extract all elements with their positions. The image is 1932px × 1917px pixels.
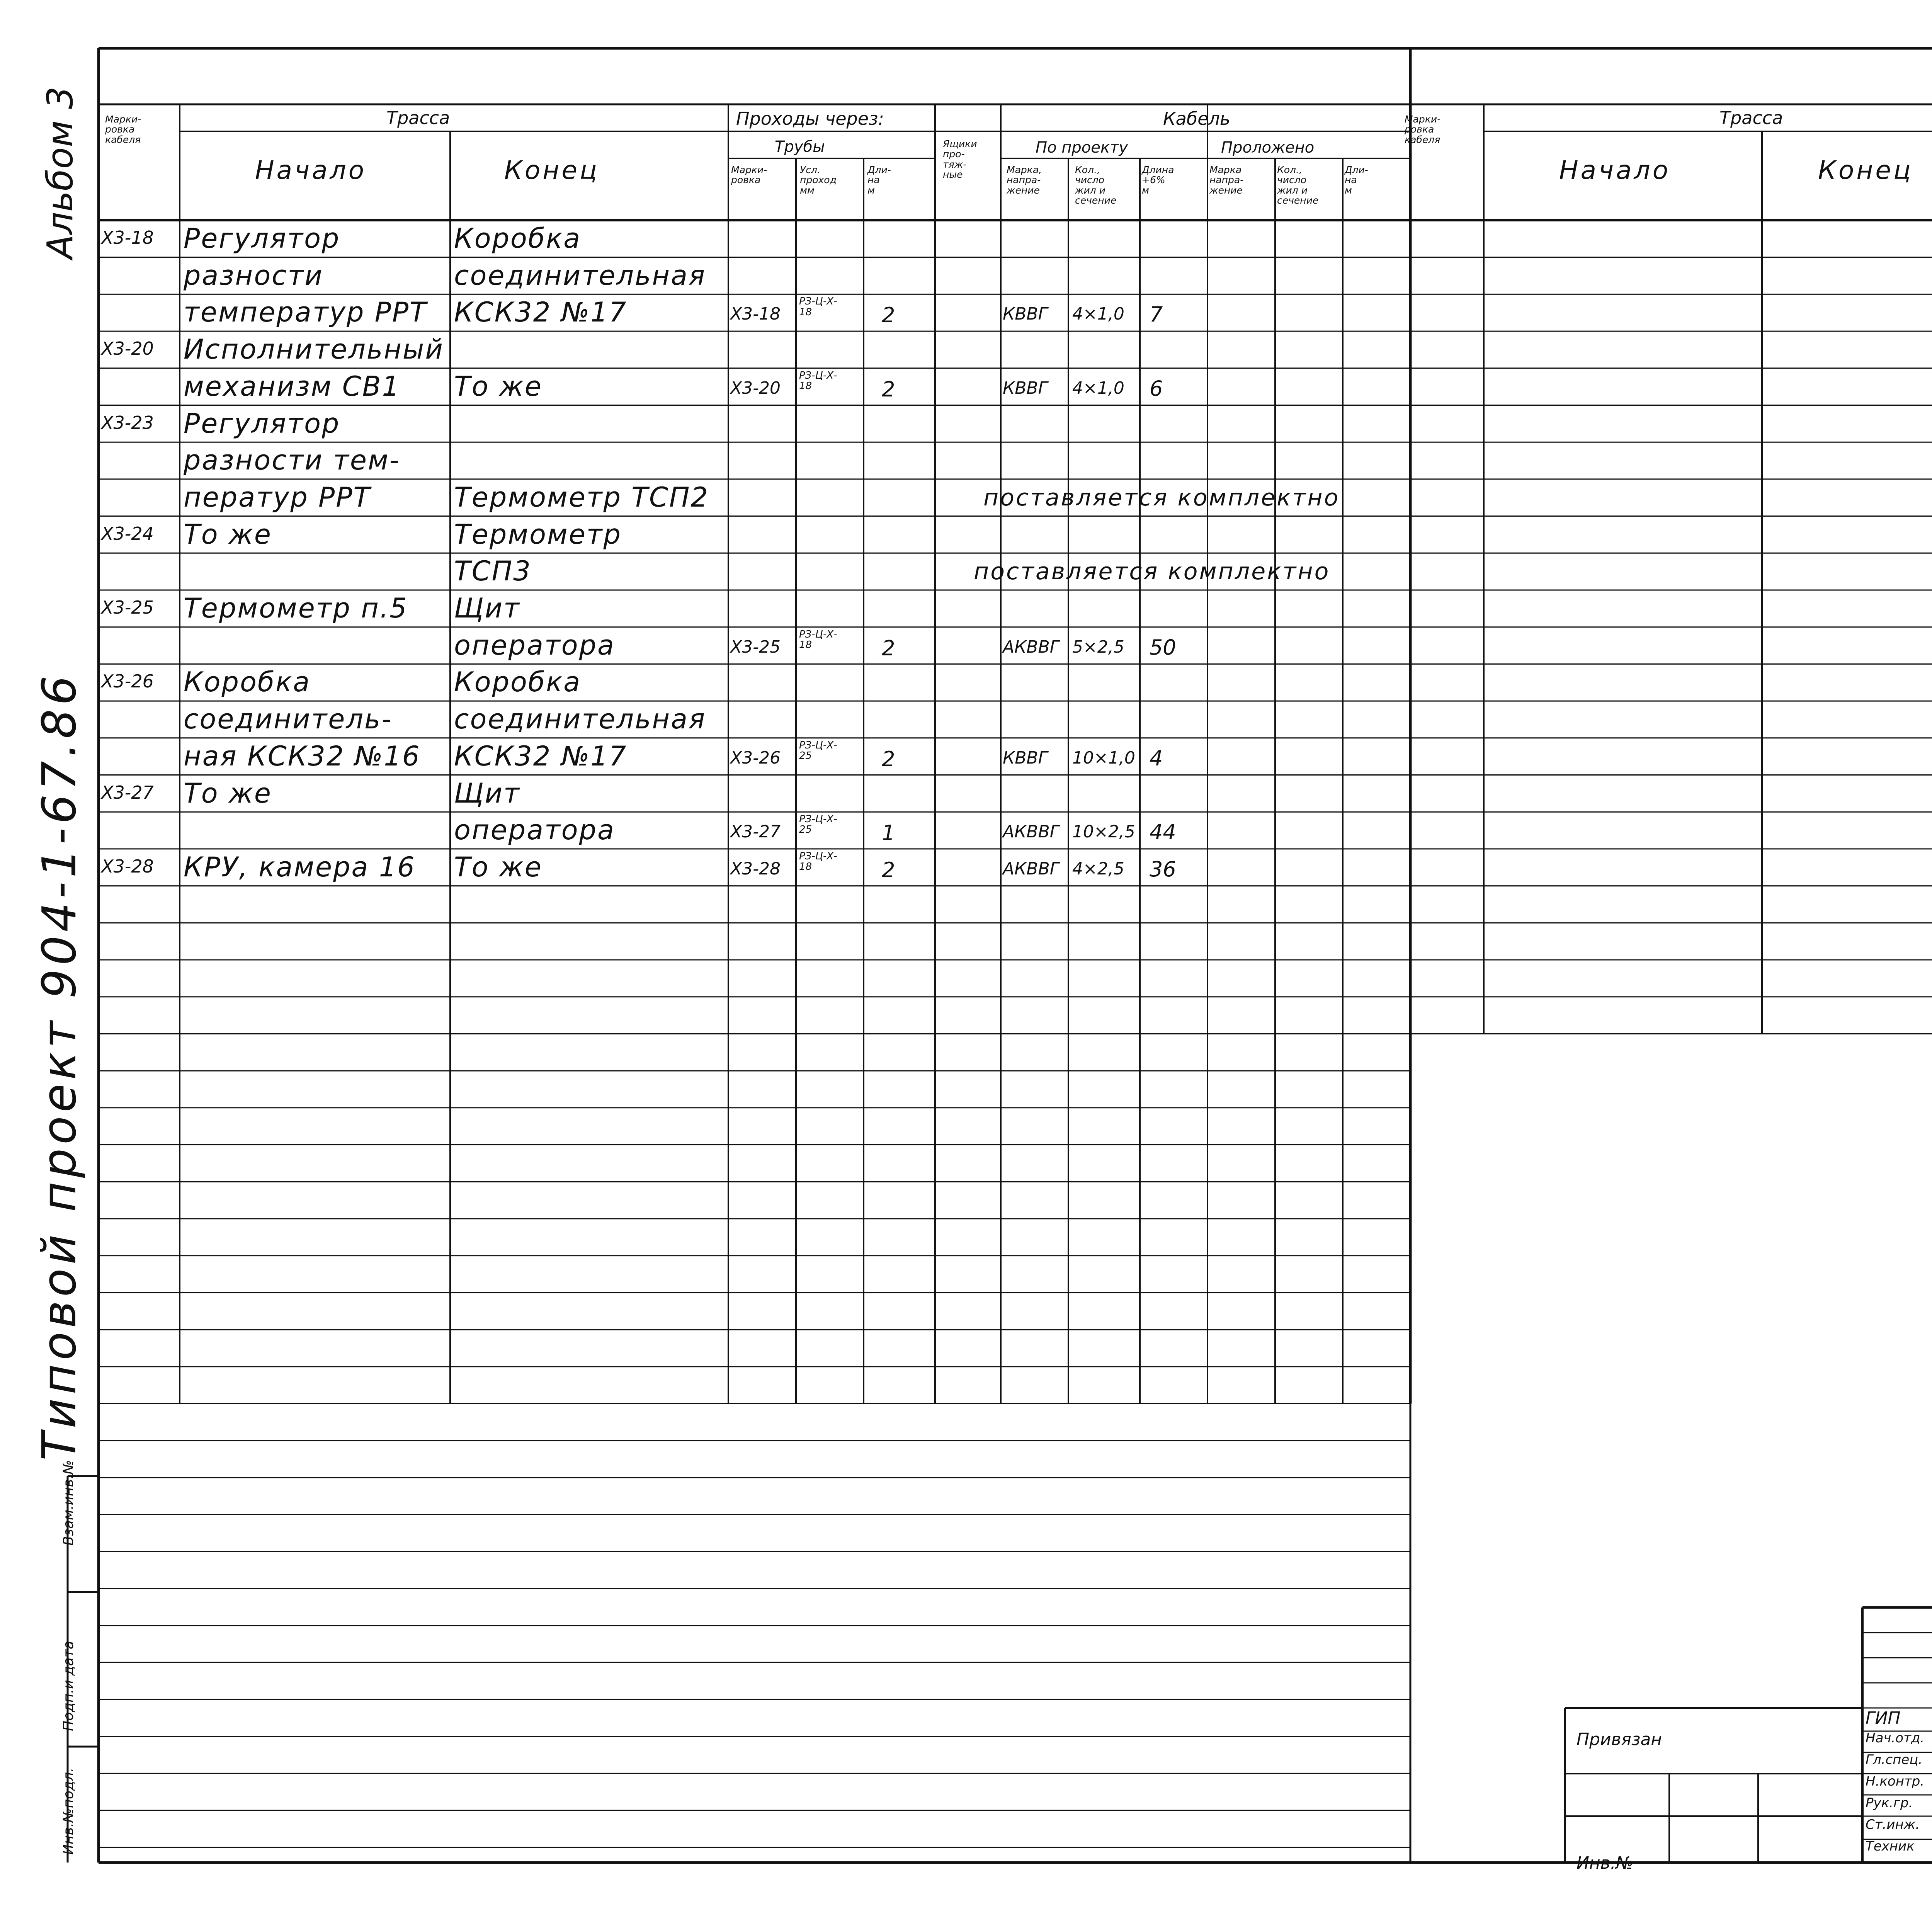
row-pipe-marking: X3-27 [730,822,781,842]
row-pipe-diameter: РЗ-Ц-Х- 18 [799,850,837,873]
row-pipe-diameter: РЗ-Ц-Х- 18 [799,296,837,318]
hdr-c-count: Кол., число жил и сечение [1075,164,1117,206]
row-end: Щит [454,777,520,809]
row-cable-marking: X3-25 [101,597,154,618]
row-pipe-diameter: РЗ-Ц-Х- 18 [799,369,837,392]
row-cable-mark: АКВВГ [1003,859,1060,879]
row-end: КСК32 №17 [454,296,628,328]
hdr-pipes: Трубы [775,138,825,156]
row-cable-marking: X3-28 [101,856,154,877]
staff-role: Техник [1866,1839,1915,1854]
hdr-boxes: Ящики про- тяж- ные [943,138,977,180]
row-cable-length: 6 [1150,376,1163,401]
row-start: Исполнительный [184,333,444,366]
row-start: КРУ, камера 16 [184,851,416,883]
row-pipe-diameter: РЗ-Ц-Х- 18 [799,628,837,651]
row-start: Регулятор [184,407,340,439]
stamp-podp-label: Подп.и дата [61,1641,77,1731]
row-pipe-length: 2 [882,857,895,882]
row-end: соединительная [454,259,706,291]
row-cable-length: 44 [1150,820,1176,845]
row-start: ператур РРТ [184,481,371,513]
row-start: То же [184,777,272,809]
row-end: оператора [454,814,615,846]
hdr-c-len: Длина +6% м [1142,164,1174,196]
row-start: температур РРТ [184,296,427,328]
row-cable-marking: X3-24 [101,523,154,544]
row-start: разности [184,259,323,291]
hdr-passes: Проходы через: [736,108,884,129]
row-pipe-diameter: РЗ-Ц-Х- 25 [799,813,837,836]
row-start: Термометр п.5 [184,592,408,624]
hdr-pipe-mark: Марки- ровка [731,164,767,186]
row-start: Коробка [184,666,311,698]
row-end: соединительная [454,703,706,735]
staff-role: ГИП [1866,1708,1901,1728]
row-cable-marking: X3-20 [101,338,154,359]
row-start: То же [184,518,272,550]
row-pipe-length: 2 [882,303,895,328]
row-cable-count: 5×2,5 [1072,637,1124,657]
hdr-marking: Марки- ровка кабеля [105,114,141,145]
hdr-r-end: Конец [1818,155,1913,185]
row-pipe-marking: X3-26 [730,748,781,768]
row-start: разности тем- [184,444,401,476]
hdr-l-count: Кол., число жил и сечение [1277,164,1319,206]
row-cable-length: 4 [1150,746,1163,771]
row-pipe-length: 2 [882,636,895,660]
row-end: Термометр [454,518,622,550]
row-pipe-marking: X3-25 [730,637,781,657]
row-pipe-marking: X3-20 [730,378,781,398]
hdr-cable: Кабель [1163,108,1231,129]
staff-role: Ст.инж. [1866,1817,1920,1832]
hdr-r-trassa: Трасса [1719,107,1783,128]
privyazan-label: Привязан [1577,1730,1662,1749]
row-end: Коробка [454,223,582,254]
row-end: оператора [454,629,615,661]
staff-role: Н.контр. [1866,1774,1925,1789]
row-end: Коробка [454,666,582,698]
row-pipe-diameter: РЗ-Ц-Х- 25 [799,739,837,762]
row-cable-length: 36 [1150,857,1176,881]
stamp-vzam-label: Взам.инв.№ [61,1460,77,1546]
stamp-inv-label: Инв.№подл. [61,1767,77,1855]
row-start: Регулятор [184,223,340,254]
row-cable-length: 7 [1150,302,1163,327]
row-pipe-length: 2 [882,377,895,401]
row-end: То же [454,370,543,402]
row-pipe-marking: X3-28 [730,859,781,879]
row-cable-mark: АКВВГ [1003,822,1060,842]
row-pipe-length: 2 [882,747,895,771]
hdr-l-mark: Марка напра- жение [1209,164,1244,196]
row-end: Щит [454,592,520,624]
row-end: То же [454,851,543,883]
row-start: ная КСК32 №16 [184,740,421,772]
hdr-l-len: Дли- на м [1345,164,1368,196]
hdr-c-mark: Марка, напра- жение [1007,164,1042,196]
staff-role: Нач.отд. [1866,1730,1925,1746]
hdr-laid: Проложено [1221,139,1315,156]
hdr-pipe-len: Дли- на м [867,164,891,196]
album-label: Альбом 3 [39,86,81,259]
project-label: Типовой проект 904-1-67.86 [33,672,87,1461]
row-cable-length: 50 [1150,635,1176,660]
row-cable-count: 10×2,5 [1072,822,1135,842]
row-cable-marking: X3-23 [101,412,154,433]
row-cable-mark: АКВВГ [1003,637,1060,657]
row-end: Термометр ТСП2 [454,481,709,513]
hdr-pipe-dia: Усл. проход мм [800,164,837,196]
staff-role: Рук.гр. [1866,1795,1913,1811]
row-start: соединитель- [184,703,393,735]
row-cable-count: 4×2,5 [1072,859,1124,879]
row-cable-count: 4×1,0 [1072,378,1124,398]
row-note: поставляется комплектно [983,484,1340,511]
row-end: ТСП3 [454,555,532,587]
row-cable-count: 10×1,0 [1072,748,1135,768]
hdr-end: Конец [504,155,599,185]
row-cable-mark: КВВГ [1003,748,1048,768]
row-cable-marking: X3-18 [101,227,154,248]
row-cable-mark: КВВГ [1003,378,1048,398]
row-note: поставляется комплектно [974,558,1330,585]
staff-role: Гл.спец. [1866,1752,1923,1767]
hdr-trassa: Трасса [386,107,450,128]
row-end: КСК32 №17 [454,740,628,772]
hdr-start: Начало [255,155,367,185]
hdr-by-project: По проекту [1036,139,1128,156]
row-cable-marking: X3-26 [101,671,154,692]
inv-label: Инв.№ [1577,1853,1634,1873]
row-pipe-marking: X3-18 [730,304,781,324]
row-cable-marking: X3-27 [101,782,154,803]
row-pipe-length: 1 [882,821,895,845]
hdr-r-marking: Марки- ровка кабеля [1405,114,1441,145]
row-cable-mark: КВВГ [1003,304,1048,324]
row-start: механизм СВ1 [184,370,401,402]
row-cable-count: 4×1,0 [1072,304,1124,324]
hdr-r-start: Начало [1559,155,1671,185]
